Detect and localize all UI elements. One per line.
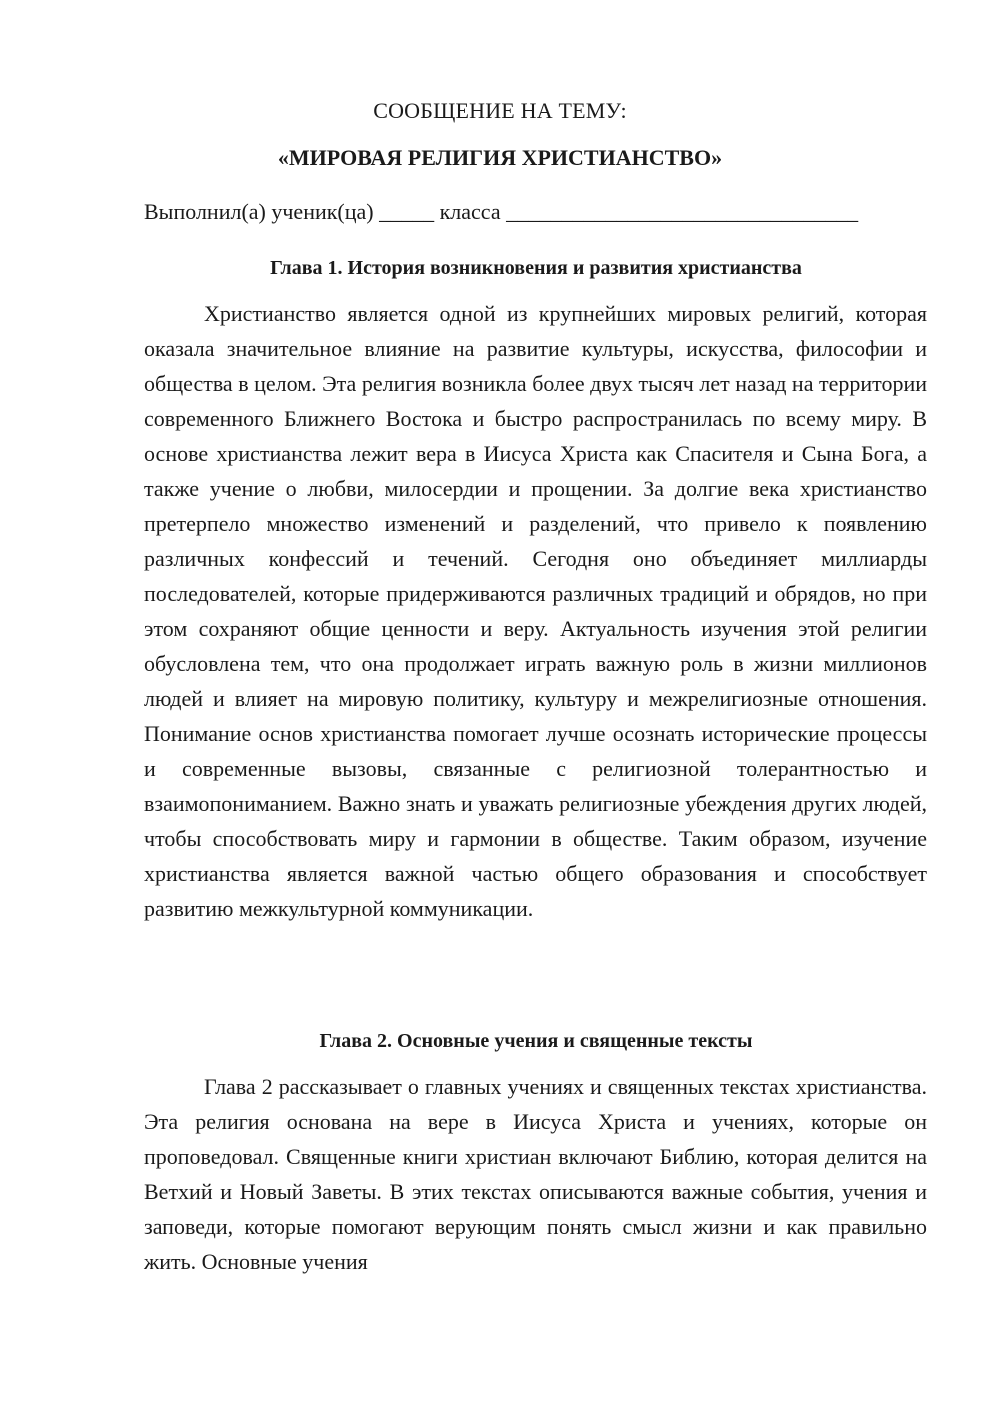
chapter-2-paragraph: Глава 2 рассказывает о главных учениях и священных текстах христианства. Эта религия основана на вере в Иисуса Христа и учениях, которые он проповедовал. Священные книги христиан включают Библию, которая делится на Ветхий и Новый Заветы. В этих текстах описываются важные события, учения и заповеди, которые помогают верующим понять смысл жизни и как правильно жить. Основные учения <box>144 1074 927 1274</box>
document-title-line-1: СООБЩЕНИЕ НА ТЕМУ: <box>373 98 627 123</box>
chapter-2-heading: Глава 2. Основные учения и священные тексты <box>319 1030 753 1052</box>
chapter-1-paragraph: Христианство является одной из крупнейших мировых религий, которая оказала значительное влияние на развитие культуры, искусства, философии и общества в целом. Эта религия возникла более двух тысяч лет назад на территории современного Ближнего Востока и быстро распространилась по всему миру. В основе христианства лежит вера в Иисуса Христа как Спасителя и Сына Бога, а также учение о любви, милосердии и прощении. За долгие века христианство претерпело множество изменений и разделений, что привело к появлению различных конфессий и течений. Сегодня оно объединяет миллиарды последователей, которые придерживаются различных традиций и обрядов, но при этом сохраняют общие ценности и веру. Актуальность изучения этой религии обусловлена тем, что она продолжает играть важную роль в жизни миллионов людей и влияет на мировую политику, культуру и межрелигиозные отношения. Понимание основ христианства помогает лучше осознать исторические процессы и современные вызовы, связанные с религиозной толерантностью и взаимопониманием. Важно знать и уважать религиозные убеждения других людей, чтобы способствовать миру и гармонии в обществе. Таким образом, изучение христианства является важной частью общего образования и способствует развитию межкультурной коммуникации. <box>144 301 927 921</box>
document-title-line-2: «МИРОВАЯ РЕЛИГИЯ ХРИСТИАНСТВО» <box>277 145 723 170</box>
chapter-1-heading: Глава 1. История возникновения и развития христианства <box>270 257 802 279</box>
author-line: Выполнил(а) ученик(ца) _____ класса ________________________________ <box>144 199 859 224</box>
